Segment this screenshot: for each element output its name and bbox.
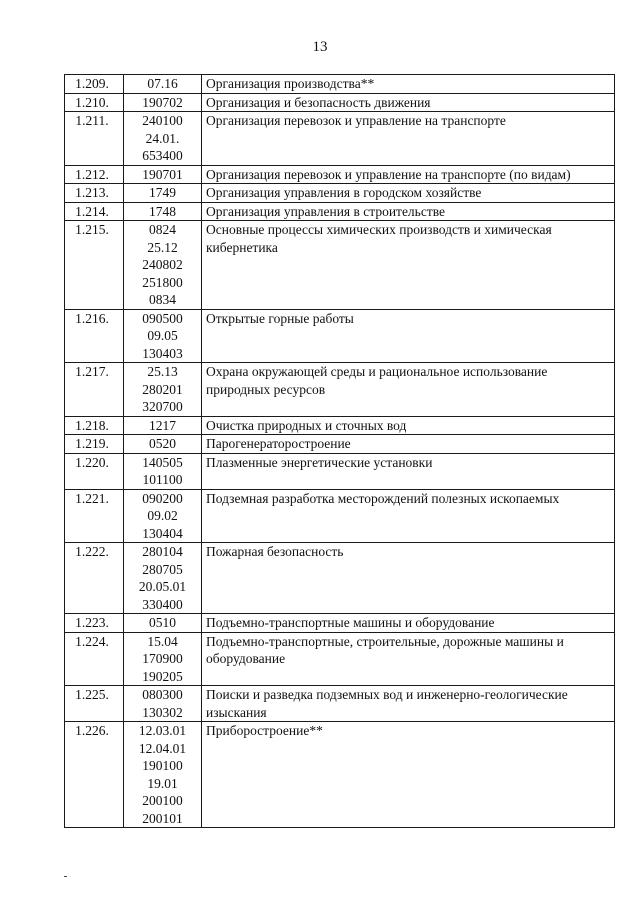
row-number-cell: 1.224. [65,632,124,686]
code-cell [124,202,202,221]
specialty-code: 1748 [149,203,176,219]
code-cell [124,489,202,543]
row-number-cell: 1.225. [65,686,124,722]
code-cell [124,75,202,94]
specialty-code: 0834 [149,292,176,307]
specialty-code: 080300 [142,687,183,702]
specialty-code: 190100 [142,758,183,773]
specialty-name-cell: Поиски и разведка подземных вод и инженерно-геологические изыскания [202,686,615,722]
code-cell [124,184,202,203]
specialty-name-cell: Парогенераторостроение [202,435,615,454]
specialty-code: 130404 [142,525,183,541]
row-number-cell: 1.223. [65,614,124,633]
code-cell [124,686,202,722]
row-number-cell: 1.210. [65,93,124,112]
code-cell [124,309,202,363]
specialty-name-cell: Приборостроение** [202,722,615,828]
specialty-name-cell: Открытые горные работы [202,309,615,363]
code-cell [124,722,202,828]
code-cell [124,453,202,489]
table-body [65,75,615,828]
row-number-cell: 1.213. [65,184,124,203]
specialty-code: 251800 [142,274,183,290]
specialty-code: 330400 [142,596,183,612]
specialty-name-cell: Основные процессы химических производств и химическая кибернетика [202,221,615,310]
page-mark [64,876,67,877]
table-row [65,722,615,828]
specialty-code: 25.13 [147,364,178,379]
row-number-cell: 1.209. [65,75,124,94]
specialty-name-cell: Охрана окружающей среды и рациональное использование природных ресурсов [202,363,615,417]
table-row [65,543,615,614]
specialty-name-cell: Организация и безопасность движения [202,93,615,112]
specialty-code: 25.12 [147,239,178,255]
code-cell [124,614,202,633]
row-number-cell: 1.219. [65,435,124,454]
table-row [65,75,615,94]
specialty-code: 140505 [142,454,183,470]
specialty-name-cell: Организация управления в строительстве [202,202,615,221]
specialty-code: 190205 [142,668,183,684]
row-number-cell: 1.217. [65,363,124,417]
specialty-code: 130302 [142,704,183,720]
specialty-name-cell: Подъемно-транспортные машины и оборудование [202,614,615,633]
row-number-cell: 1.226. [65,722,124,828]
specialty-code: 0824 [149,222,176,237]
specialty-code: 09.02 [147,508,178,523]
row-number-cell: 1.222. [65,543,124,614]
specialty-name-cell: Подъемно-транспортные, строительные, дорожные машины и оборудование [202,632,615,686]
table-row [65,112,615,166]
specialty-table [64,74,615,828]
specialty-code: 090500 [142,310,183,326]
specialty-code: 130403 [142,345,183,361]
code-cell [124,165,202,184]
specialty-code: 20.05.01 [138,579,187,594]
specialty-code: 0510 [149,615,176,630]
table-row [65,435,615,454]
table-row [65,363,615,417]
specialty-code: 320700 [142,399,183,414]
row-number-cell: 1.214. [65,202,124,221]
specialty-code: 15.04 [147,633,178,649]
specialty-name-cell: Организация перевозок и управление на транспорте (по видам) [202,165,615,184]
row-number-cell: 1.215. [65,221,124,310]
specialty-code: 1217 [149,417,176,433]
specialty-code: 200101 [142,810,183,826]
specialty-code: 190701 [142,166,183,182]
table-row [65,453,615,489]
specialty-name-cell: Организация производства** [202,75,615,94]
code-cell [124,112,202,166]
specialty-name-cell: Организация управления в городском хозяйстве [202,184,615,203]
row-number-cell: 1.212. [65,165,124,184]
table-row [65,202,615,221]
code-cell [124,363,202,417]
row-number-cell: 1.221. [65,489,124,543]
code-cell [124,93,202,112]
row-number-cell: 1.220. [65,453,124,489]
code-cell [124,416,202,435]
specialty-name-cell: Очистка природных и сточных вод [202,416,615,435]
specialty-code: 200100 [142,793,183,808]
table-row [65,309,615,363]
specialty-code: 09.05 [147,328,178,343]
specialty-code: 280705 [142,561,183,577]
specialty-code: 12.03.01 [138,723,187,738]
specialty-code: 090200 [142,490,183,506]
table-row [65,632,615,686]
specialty-code: 07.16 [147,76,178,91]
row-number-cell: 1.218. [65,416,124,435]
specialty-name-cell: Плазменные энергетические установки [202,453,615,489]
row-number-cell: 1.216. [65,309,124,363]
code-cell [124,221,202,310]
table-row [65,614,615,633]
code-cell [124,632,202,686]
specialty-name-cell: Пожарная безопасность [202,543,615,614]
table-row [65,489,615,543]
specialty-code: 240100 [142,113,183,128]
specialty-code: 101100 [142,472,183,487]
specialty-name-cell: Организация перевозок и управление на транспорте [202,112,615,166]
specialty-code: 1749 [149,185,176,200]
specialty-code: 240802 [142,257,183,272]
specialty-code: 280201 [142,381,183,397]
code-cell [124,435,202,454]
table-row [65,416,615,435]
page-number: 13 [312,39,328,55]
specialty-code: 190702 [142,94,183,110]
table-row [65,165,615,184]
table-row [65,184,615,203]
table-row [65,221,615,310]
specialty-name-cell: Подземная разработка месторождений полезных ископаемых [202,489,615,543]
specialty-code: 170900 [142,651,183,666]
specialty-code: 19.01 [147,775,178,791]
code-cell [124,543,202,614]
specialty-code: 0520 [149,436,176,451]
specialty-code: 12.04.01 [138,740,187,756]
table-row [65,686,615,722]
specialty-code: 24.01. [145,130,180,146]
specialty-code: 280104 [142,544,183,559]
specialty-code: 653400 [142,148,183,163]
table-row [65,93,615,112]
row-number-cell: 1.211. [65,112,124,166]
